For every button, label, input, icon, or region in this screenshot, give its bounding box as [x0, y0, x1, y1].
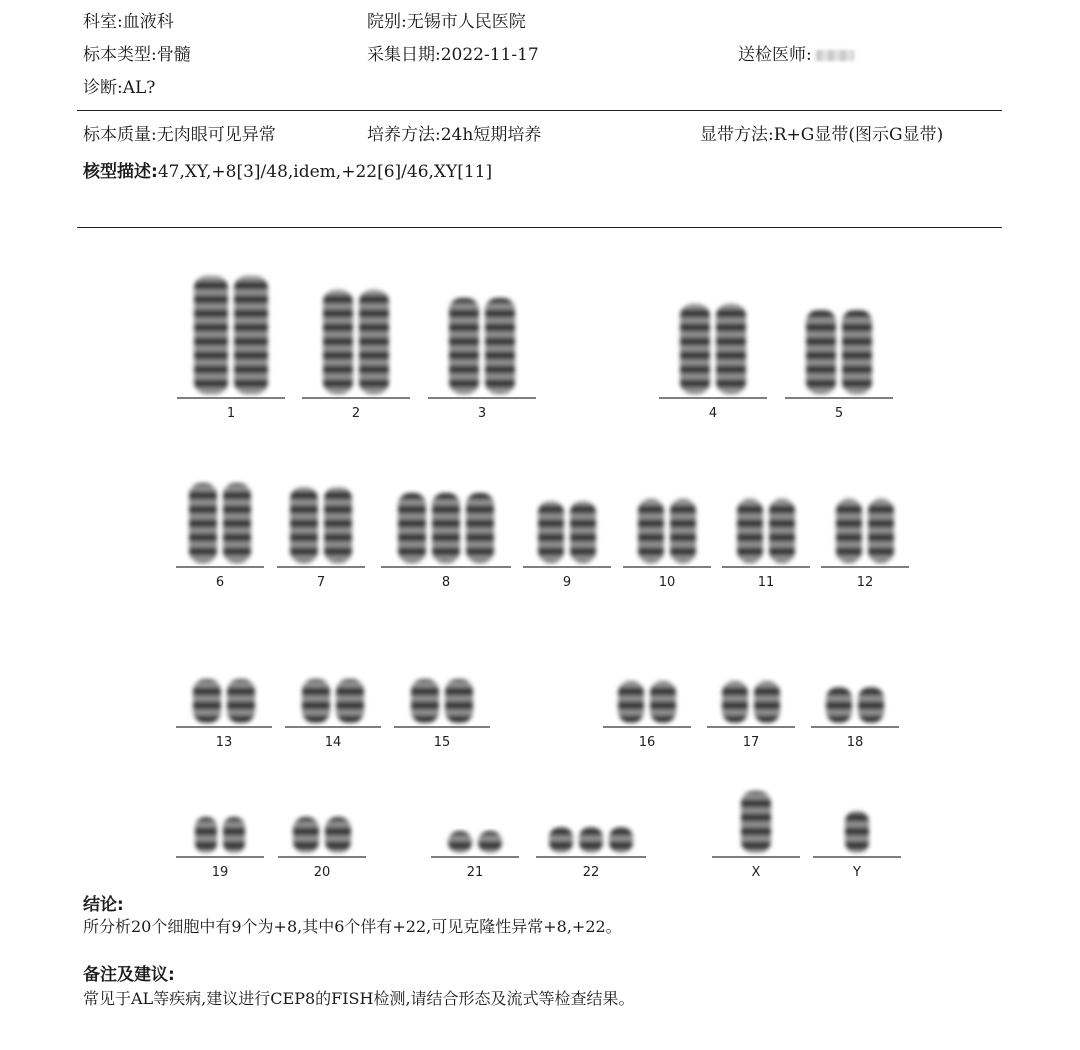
- doctor-field: [738, 44, 854, 66]
- chromosome-y-copy: [845, 811, 869, 853]
- chromosome-3-copy: [485, 298, 515, 394]
- chromosome-label: 17: [742, 735, 760, 750]
- chromosome-label: 3: [477, 406, 487, 421]
- conclusion-text: 所分析20个细胞中有9个为+8,其中6个伴有+22,可见克隆性异常+8,+22。: [83, 917, 622, 936]
- chromosome-label: 8: [441, 575, 451, 590]
- chromosome-label: 12: [856, 575, 874, 590]
- specimen-divider: [77, 227, 1002, 228]
- karyotype-value: 47,XY,+8[3]/48,idem,+22[6]/46,XY[11]: [157, 162, 493, 182]
- collection-date-field: [367, 44, 539, 66]
- culture-value: 24h短期培养: [440, 125, 542, 145]
- chromosome-21-copy: [448, 831, 472, 853]
- doctor-label: 送检医师:: [738, 45, 812, 65]
- chromosome-label: 13: [215, 735, 233, 750]
- chromosome-7: [277, 487, 365, 590]
- chromosome-11-copy: [769, 499, 795, 563]
- chromosome-9-copy: [538, 501, 564, 563]
- department-value: 血液科: [122, 12, 174, 32]
- specimen-type-value: 骨髓: [156, 45, 191, 65]
- chromosome-label: X: [751, 865, 761, 880]
- chromosome-2-copy: [323, 290, 353, 394]
- chromosome-9: [523, 501, 611, 590]
- chromosome-7-copy: [324, 487, 352, 563]
- chromosome-7-copy: [290, 487, 318, 563]
- chromosome-label: 10: [658, 575, 676, 590]
- chromosome-label: 22: [582, 865, 600, 880]
- chromosome-12-copy: [868, 499, 894, 563]
- karyogram-image: [0, 255, 1080, 885]
- chromosome-17-copy: [754, 681, 780, 723]
- chromosome-20: [278, 817, 366, 880]
- culture-field: [367, 124, 541, 146]
- quality-label: 标本质量:: [83, 125, 157, 145]
- chromosome-16-copy: [650, 681, 676, 723]
- chromosome-22: [536, 827, 646, 880]
- banding-value: R+G显带(图示G显带): [773, 125, 944, 145]
- hospital-label: 院别:: [367, 12, 407, 32]
- specimen-type-field: [83, 44, 191, 66]
- chromosome-label: 20: [313, 865, 331, 880]
- chromosome-label: 4: [708, 406, 718, 421]
- collection-date-value: 2022-11-17: [440, 45, 539, 65]
- chromosome-8-copy: [432, 493, 460, 563]
- chromosome-13-copy: [193, 679, 221, 723]
- chromosome-y: [813, 811, 901, 880]
- chromosome-label: 14: [324, 735, 342, 750]
- chromosome-label: 11: [757, 575, 775, 590]
- chromosome-13: [176, 679, 272, 750]
- chromosome-15-copy: [411, 679, 439, 723]
- hospital-value: 无锡市人民医院: [406, 12, 526, 32]
- department-label: 科室:: [83, 12, 123, 32]
- chromosome-3-copy: [449, 298, 479, 394]
- chromosome-16-copy: [618, 681, 644, 723]
- chromosome-label: 6: [215, 575, 225, 590]
- chromosome-21: [431, 831, 519, 880]
- department-field: [83, 11, 174, 33]
- chromosome-4: [659, 304, 767, 421]
- chromosome-18: [811, 687, 899, 750]
- chromosome-1: [177, 276, 285, 421]
- chromosome-2-copy: [359, 290, 389, 394]
- chromosome-6-copy: [189, 483, 217, 563]
- chromosome-10-copy: [638, 499, 664, 563]
- diagnosis-label: 诊断:: [83, 78, 123, 98]
- chromosome-13-copy: [227, 679, 255, 723]
- chromosome-4-copy: [716, 304, 746, 394]
- hospital-field: [367, 11, 526, 33]
- chromosome-20-copy: [325, 817, 351, 853]
- remarks-title: 备注及建议:: [83, 965, 175, 985]
- chromosome-19-copy: [223, 817, 245, 853]
- chromosome-14: [285, 679, 381, 750]
- chromosome-label: 2: [351, 406, 361, 421]
- chromosome-21-copy: [478, 831, 502, 853]
- chromosome-2: [302, 290, 410, 421]
- chromosome-label: 21: [466, 865, 484, 880]
- collection-date-label: 采集日期:: [367, 45, 441, 65]
- header-divider: [77, 110, 1002, 111]
- chromosome-19: [176, 817, 264, 880]
- chromosome-6-copy: [223, 483, 251, 563]
- diagnosis-field: [83, 77, 155, 99]
- banding-field: [700, 124, 943, 146]
- chromosome-1-copy: [194, 276, 228, 394]
- chromosome-3: [428, 298, 536, 421]
- chromosome-10: [623, 499, 711, 590]
- chromosome-8-copy: [466, 493, 494, 563]
- chromosome-12: [821, 499, 909, 590]
- chromosome-11: [722, 499, 810, 590]
- chromosome-15-copy: [445, 679, 473, 723]
- karyotype-label: 核型描述:: [83, 162, 158, 182]
- chromosome-8: [381, 493, 511, 590]
- chromosome-6: [176, 483, 264, 590]
- chromosome-4-copy: [680, 304, 710, 394]
- chromosome-8-copy: [398, 493, 426, 563]
- chromosome-label: 9: [562, 575, 572, 590]
- chromosome-22-copy: [579, 827, 603, 853]
- chromosome-22-copy: [549, 827, 573, 853]
- chromosome-5-copy: [842, 310, 872, 394]
- karyotype-field: [83, 161, 492, 183]
- chromosome-label: 16: [638, 735, 656, 750]
- remarks-text: 常见于AL等疾病,建议进行CEP8的FISH检测,请结合形态及流式等检查结果。: [83, 989, 635, 1008]
- chromosome-x-copy: [741, 791, 771, 853]
- diagnosis-value: AL?: [122, 78, 156, 98]
- chromosome-16: [603, 681, 691, 750]
- chromosome-label: 5: [834, 406, 844, 421]
- chromosome-14-copy: [302, 679, 330, 723]
- chromosome-14-copy: [336, 679, 364, 723]
- specimen-type-label: 标本类型:: [83, 45, 157, 65]
- chromosome-1-copy: [234, 276, 268, 394]
- quality-value: 无肉眼可见异常: [156, 125, 276, 145]
- chromosome-label: Y: [853, 865, 861, 880]
- chromosome-15: [394, 679, 490, 750]
- chromosome-17: [707, 681, 795, 750]
- chromosome-18-copy: [858, 687, 884, 723]
- chromosome-12-copy: [836, 499, 862, 563]
- chromosome-18-copy: [826, 687, 852, 723]
- chromosome-label: 7: [316, 575, 326, 590]
- chromosome-19-copy: [195, 817, 217, 853]
- chromosome-label: 1: [226, 406, 236, 421]
- chromosome-11-copy: [737, 499, 763, 563]
- chromosome-9-copy: [570, 501, 596, 563]
- chromosome-label: 18: [846, 735, 864, 750]
- chromosome-label: 19: [211, 865, 229, 880]
- chromosome-label: 15: [433, 735, 451, 750]
- chromosome-17-copy: [722, 681, 748, 723]
- chromosome-22-copy: [609, 827, 633, 853]
- culture-label: 培养方法:: [367, 125, 441, 145]
- redacted-doctor-name: [816, 50, 854, 61]
- chromosome-5-copy: [806, 310, 836, 394]
- chromosome-5: [785, 310, 893, 421]
- quality-field: [83, 124, 276, 146]
- chromosome-10-copy: [670, 499, 696, 563]
- chromosome-x: [712, 791, 800, 880]
- chromosome-20-copy: [293, 817, 319, 853]
- conclusion-title: 结论:: [83, 895, 124, 915]
- banding-label: 显带方法:: [700, 125, 774, 145]
